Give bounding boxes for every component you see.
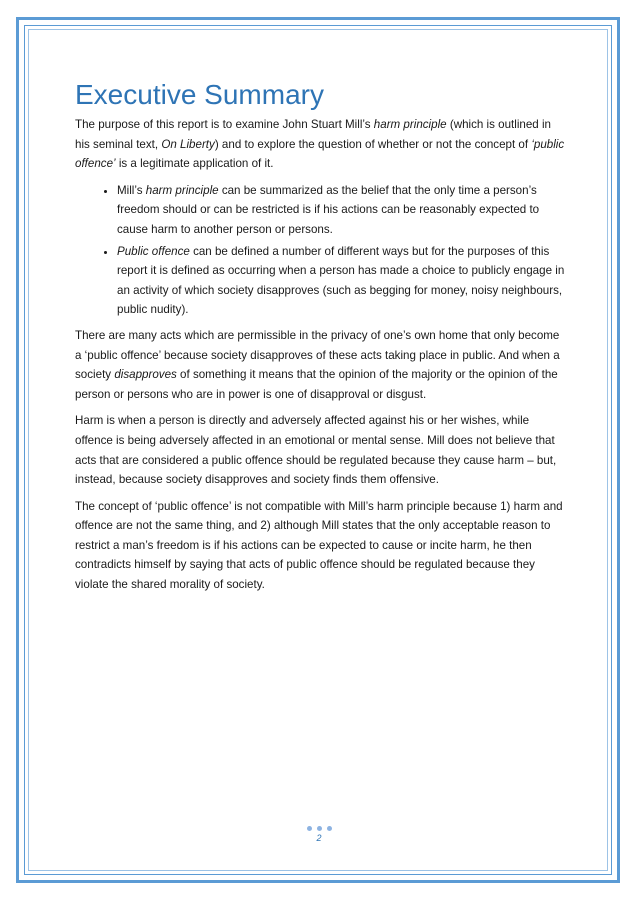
footer-dots-icon — [0, 826, 638, 831]
paragraph: The concept of ‘public offence’ is not compatible with Mill’s harm principle because 1) harm and offence are not the same thing, and 2) although Mill states that the only acceptable reason to restrict a man’s freedom is if his actions can be expected to cause or incite harm, he then contradicts himself by saying that acts of public offence should be regulated because they violate the shared morality of society. — [75, 499, 563, 592]
intro-emphasis: harm principle — [373, 118, 447, 131]
list-item-text: can be defined a number of different ways but for the purposes of this report it is defined as occurring when a person has made a choice to publicly engage in an activity of which society disapproves (such as begging for money, noisy neighbours, public nudity). — [117, 244, 565, 317]
page-footer — [0, 826, 638, 843]
list-item — [117, 181, 565, 240]
intro-text: The purpose of this report is to examine John Stuart Mill’s — [75, 118, 374, 131]
definition-list — [75, 181, 565, 320]
intro-text: (which is outlined in his seminal text, — [75, 118, 552, 151]
paragraph-text: There are many acts which are permissible in the privacy of one’s own home that only become a ‘public offence’ because society disapproves of these acts taking place in public. And when a society — [75, 328, 560, 382]
list-item-text: can be summarized as the belief that the only time a person’s freedom should or can be restricted is if his actions can be reasonably expected to cause harm to another person or persons. — [117, 183, 540, 236]
dot-icon — [327, 826, 332, 831]
dot-icon — [307, 826, 312, 831]
intro-text: ) and to explore the question of whether or not the concept of — [214, 137, 532, 151]
page-title: Executive Summary — [75, 79, 324, 110]
paragraph: Harm is when a person is directly and adversely affected against his or her wishes, while offence is being adversely affected in an emotional or mental sense. Mill does not believe that acts that are considered a public offence should be regulated because they cause harm – but, instead, because society disapproves and society finds them offensive. — [75, 414, 557, 487]
intro-paragraph — [75, 115, 565, 174]
list-item-lead: Mill’s — [117, 183, 146, 197]
page-number: 2 — [316, 833, 322, 843]
intro-book-title: On Liberty — [161, 137, 215, 151]
paragraph-text: of something it means that the opinion of the majority or the opinion of the person or persons who are in power is one of disapproval or disgust. — [75, 368, 558, 401]
intro-text: is a legitimate application of it. — [115, 157, 274, 171]
document-body — [75, 78, 565, 602]
paragraph-emphasis: disapproves — [114, 368, 177, 382]
list-item-term: harm principle — [145, 183, 219, 197]
list-item-term: Public offence — [117, 244, 190, 258]
intro-emphasis: ‘public offence’ — [75, 137, 565, 171]
dot-icon — [317, 826, 322, 831]
list-item — [117, 242, 565, 320]
paragraph — [75, 326, 565, 404]
